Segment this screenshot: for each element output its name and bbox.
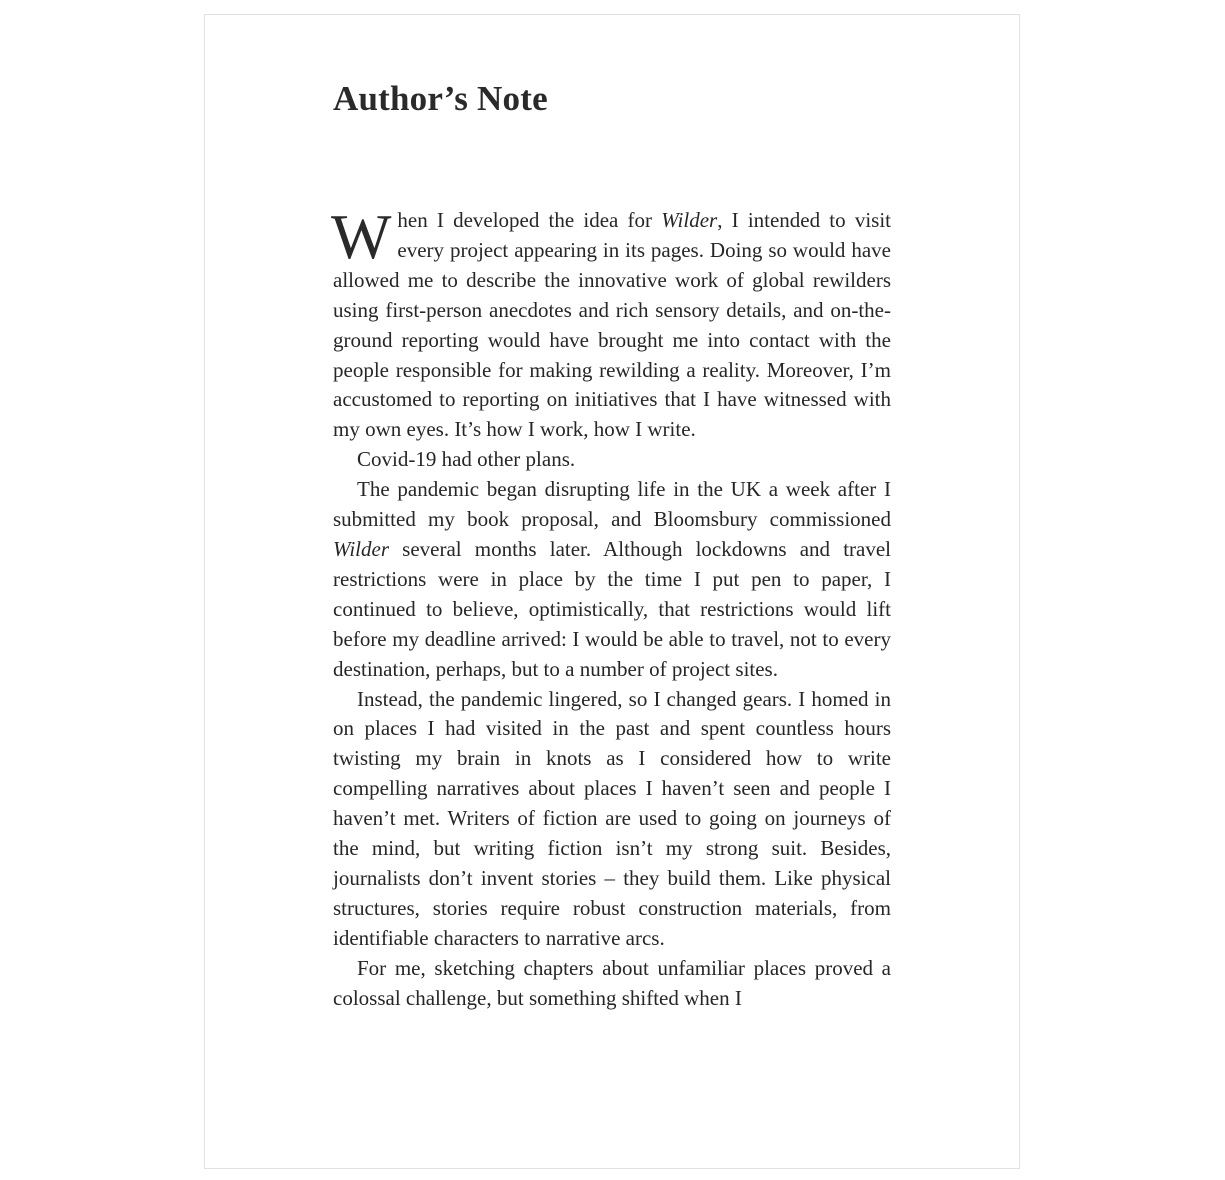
body-text bbox=[331, 201, 891, 1013]
paragraph-1-text-end: , I intended to visit every project appearing in its pages. Doing so would have allowed me to describe the innovative work of global rewilders using first-person anecdotes and rich sensory details, and on-the-ground reporting would have brought me into contact with the people responsible for making rewilding a reality. Moreover, I’m accustomed to reporting on initiatives that I have witnessed with my own eyes. It’s how I work, how I write. bbox=[333, 208, 891, 442]
paragraph-5: For me, sketching chapters about unfamiliar places proved a colossal challenge, but something shifted when I bbox=[333, 955, 891, 1010]
book-title-italic: Wilder bbox=[333, 536, 389, 561]
paragraph-1-text-start: hen I developed the idea for bbox=[397, 208, 662, 232]
book-title-italic: Wilder bbox=[661, 208, 718, 232]
drop-cap: W bbox=[331, 201, 392, 272]
paragraph-4: Instead, the pandemic lingered, so I changed gears. I homed in on places I had visited in the past and spent countless hours twisting my brain in knots as I considered how to write compelling narratives about places I haven’t seen and people I haven’t met. Writers of fiction are used to going on journeys of the mind, but writing fiction isn’t my strong suit. Besides, journalists don’t invent stories – they build them. Like physical structures, stories require robust construction materials, from identifiable characters to narrative arcs. bbox=[333, 686, 891, 950]
book-page bbox=[204, 14, 1020, 1169]
paragraph-3 bbox=[333, 475, 891, 684]
page-title: Author’s Note bbox=[333, 79, 548, 118]
paragraph-3-text-end: several months later. Although lockdowns and travel restrictions were in place by the time I put pen to paper, I continued to believe, optimistically, that restrictions would lift before my deadline arrived: I would be able to travel, not to every destination, perhaps, but to a number of project sites. bbox=[333, 536, 891, 681]
paragraph-3-text-start: The pandemic began disrupting life in the UK a week after I submitted my book proposal, and Bloomsbury commissioned bbox=[333, 477, 891, 532]
paragraph-1 bbox=[331, 201, 891, 445]
paragraph-2: Covid-19 had other plans. bbox=[357, 447, 576, 472]
